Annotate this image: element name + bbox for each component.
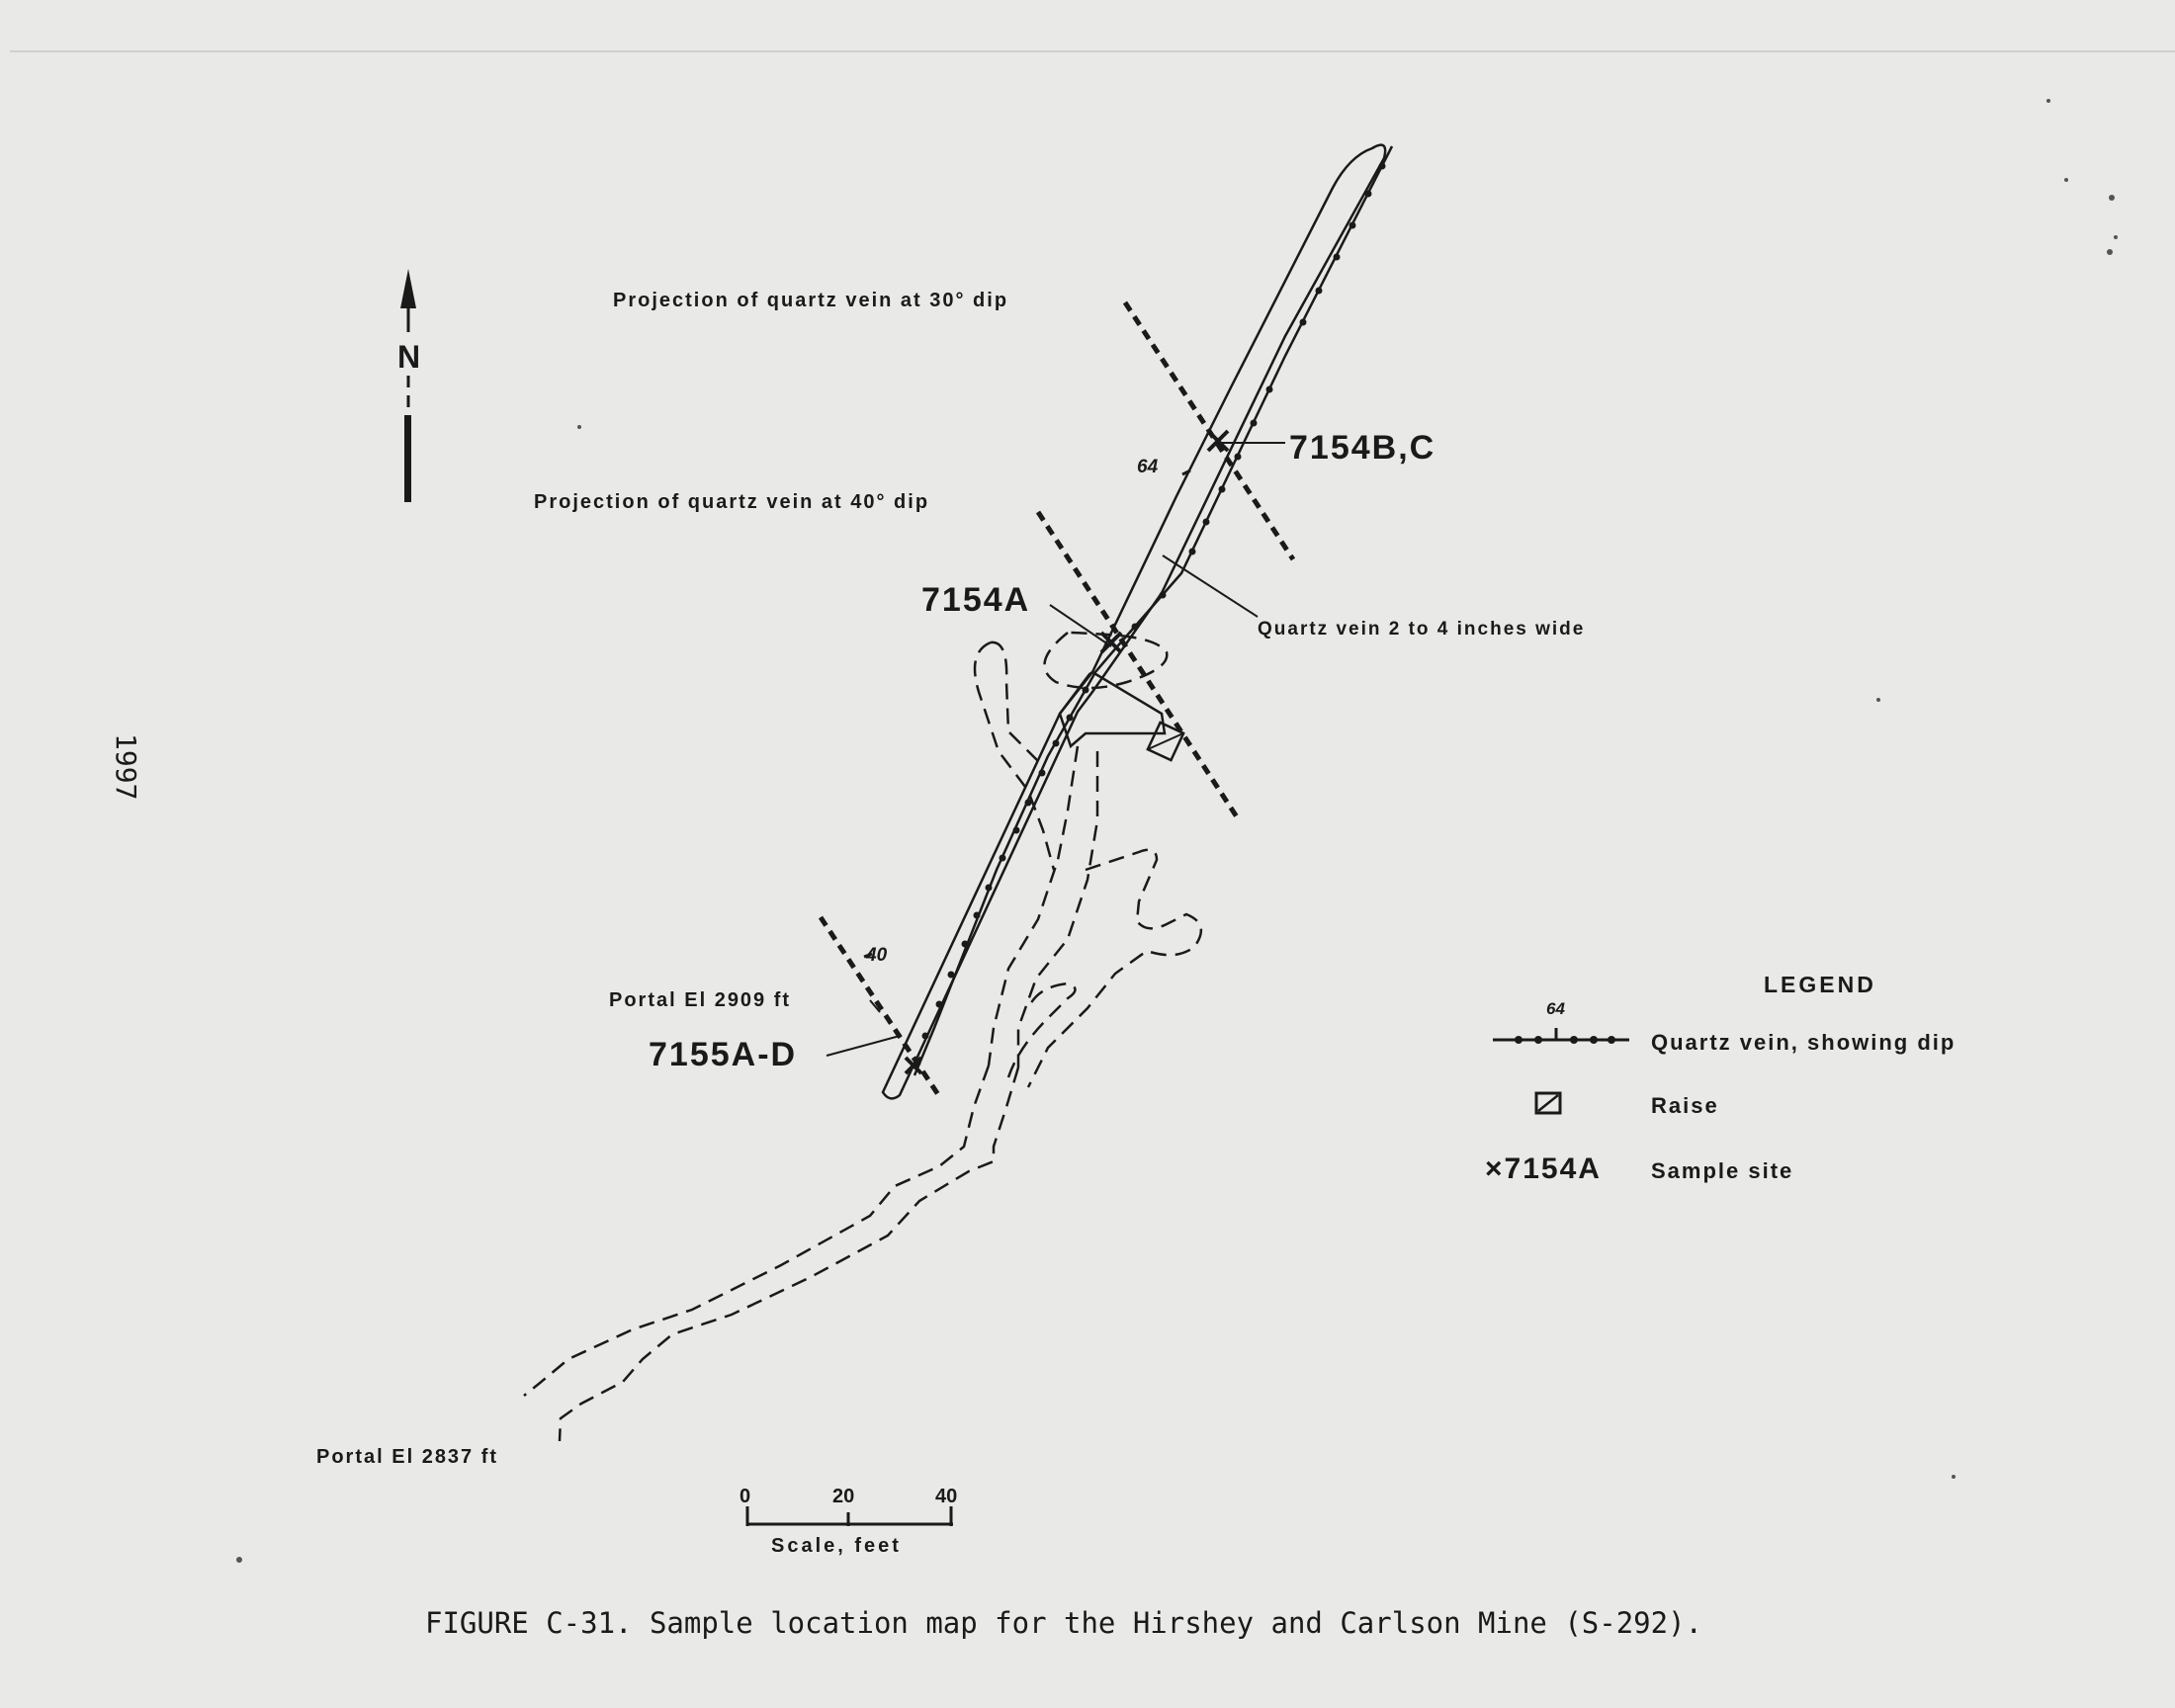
legend-dip-value: 64 bbox=[1546, 999, 1565, 1018]
label-dip-64: 64 bbox=[1137, 457, 1159, 477]
scale-label: Scale, feet bbox=[771, 1535, 902, 1557]
scale-tick-20: 20 bbox=[832, 1486, 855, 1507]
figure-caption: FIGURE C-31. Sample location map for the Hirshey and Carlson Mine (S-292). bbox=[425, 1606, 1703, 1640]
legend-sample-symbol: ×7154A bbox=[1485, 1153, 1602, 1185]
north-arrow-icon bbox=[400, 269, 416, 502]
legend-vein-symbol bbox=[1493, 1028, 1629, 1044]
label-projection-30: Projection of quartz vein at 30° dip bbox=[613, 290, 1009, 311]
leader-7155ad bbox=[826, 1036, 900, 1056]
legend-vein-label: Quartz vein, showing dip bbox=[1651, 1030, 1957, 1055]
sample-label-7154bc: 7154B,C bbox=[1289, 429, 1436, 467]
label-portal-upper: Portal El 2909 ft bbox=[609, 989, 792, 1011]
legend-sample-label: Sample site bbox=[1651, 1158, 1794, 1183]
label-portal-lower: Portal El 2837 ft bbox=[316, 1446, 499, 1468]
scale-tick-40: 40 bbox=[935, 1486, 958, 1507]
label-projection-40: Projection of quartz vein at 40° dip bbox=[534, 491, 930, 513]
label-quartz-vein-width: Quartz vein 2 to 4 inches wide bbox=[1258, 619, 1586, 640]
old-workings bbox=[524, 633, 1201, 1441]
scale-bar bbox=[747, 1506, 953, 1526]
legend-raise-label: Raise bbox=[1651, 1093, 1719, 1118]
label-dip-40: 40 bbox=[866, 945, 888, 966]
sample-label-7155ad: 7155A-D bbox=[649, 1036, 798, 1073]
legend-title: LEGEND bbox=[1764, 972, 1876, 997]
scan-specks bbox=[236, 99, 2118, 1563]
legend-raise-icon bbox=[1536, 1093, 1560, 1113]
margin-note: 1997 bbox=[110, 733, 142, 801]
sample-label-7154a: 7154A bbox=[921, 581, 1031, 619]
north-label: N bbox=[397, 339, 421, 375]
dip-tick-64 bbox=[1182, 470, 1190, 474]
leader-quartz-vein bbox=[1163, 555, 1258, 617]
scale-tick-0: 0 bbox=[740, 1486, 751, 1507]
projection-line-40 bbox=[1038, 512, 1238, 818]
